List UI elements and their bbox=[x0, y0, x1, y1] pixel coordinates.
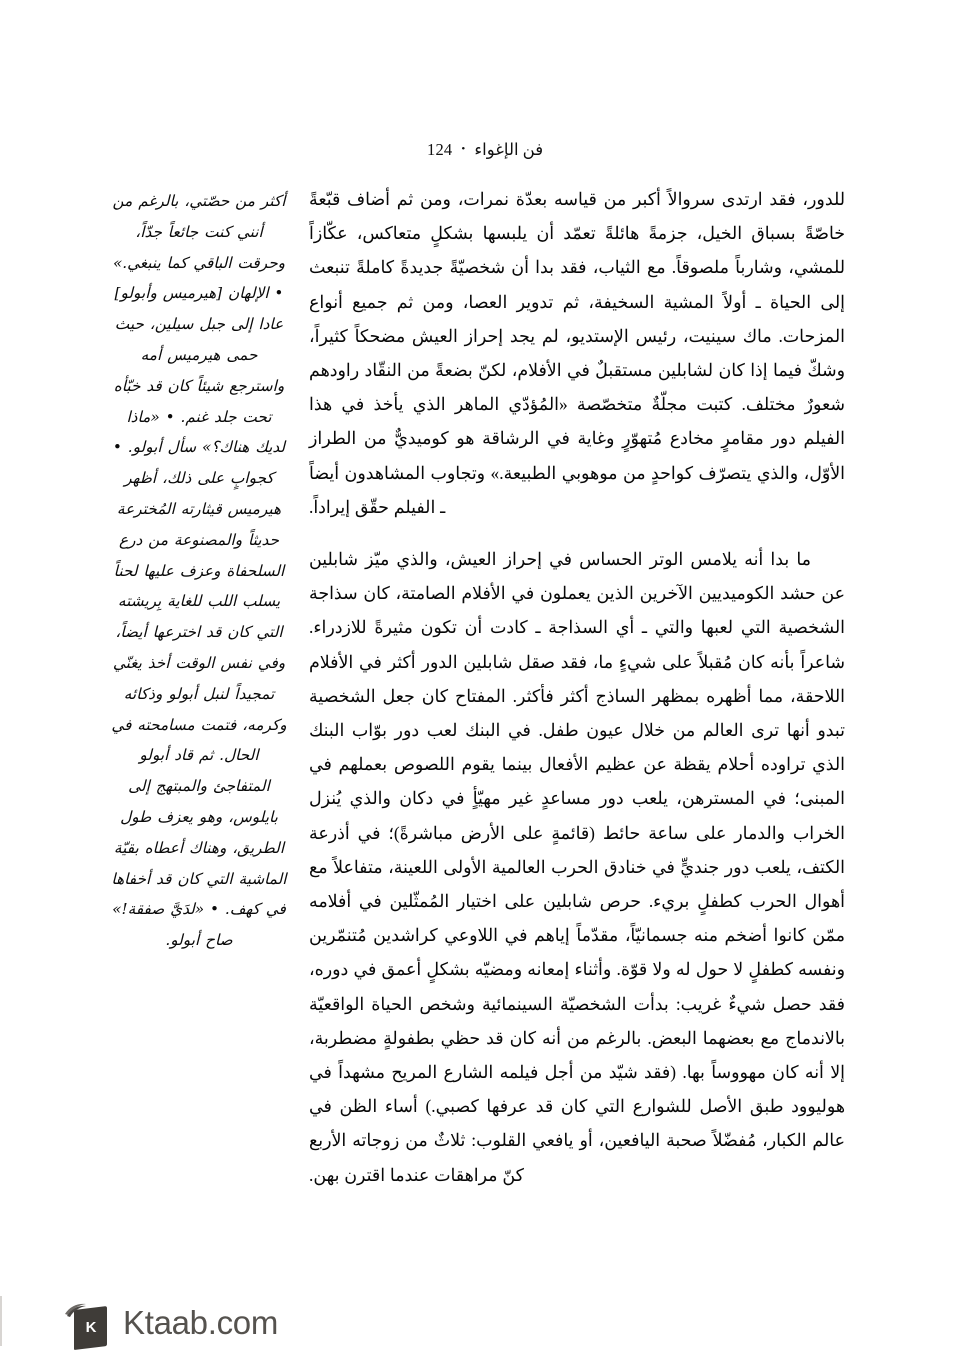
page-spine-edge bbox=[0, 1296, 2, 1346]
main-text-column bbox=[309, 182, 845, 1192]
header-separator-dot: • bbox=[461, 143, 466, 155]
book-logo-icon bbox=[64, 1296, 110, 1348]
margin-note-column bbox=[111, 186, 287, 956]
book-title: فن الإغواء bbox=[474, 140, 544, 159]
body-paragraph-1: للدور، فقد ارتدى سروالاً أكبر من قياسه بعدّة نمرات، ومن ثم أضاف قبّعةً خاصّةً بسباق الخيل، جزمةً هائلةً تعمّد أن يلبسها بشكلٍ متعاكس، عكّازاً للمشي، وشارباً ملصوقاً. مع الثياب، فقد بدا أن شخصيّةً جديدةً كاملةً تنبعث إلى الحياة ـ أولاً المشية السخيفة، ثم تدوير العصا، ومن ثم جميع أنواع المزحات. ماك سينيت، رئيس الإستديو، لم يجد إحراز العيش مضحكاً كثيراً، وشكّ فيما إذا كان لشابلين مستقبلٌ في الأفلام، لكنّ بضعةً من النقّاد راودهم شعورٌ مختلف. كتبت مجلّةٌ متخصّصة «المُؤدّي الماهر الذي يأخذ في هذا الفيلم دور مقامرٍ مخادع مُتهوّرٍ وغاية في الرشاقة هو كوميديٌّ من الطراز الأوّل، والذي يتصرّف كواحدٍ من موهوبي الطبيعة.» وتجاوب المشاهدون أيضاً ـ الفيلم حقّق إيراداً. bbox=[309, 189, 845, 517]
page-number: 124 bbox=[427, 140, 453, 159]
body-paragraph-2: ما بدا أنه يلامس الوتر الحساس في إحراز العيش، والذي ميّز شابلين عن حشد الكوميديين الآخرين الذين يعملون في الأفلام الصامتة، كان سذاجة الشخصية التي لعبها والتي ـ أي السذاجة ـ كادت أن تكون مثيرةً للازدراء. شاعراً بأنه كان مُقبلاً على شيءٍ ما، فقد صقل شابلين الدور أكثر في الأفلام اللاحقة، مما أظهره بمظهر الساذج أكثر فأكثر. المفتاح كان جعل الشخصية تبدو أنها ترى العالم من خلال عيون طفل. في البنك لعب دور بوّاب البنك الذي تراوده أحلام يقظة عن عظيم الأفعال بينما يقوم اللصوص بعملهم في المبنى؛ في المسترهن، يلعب دور مساعدٍ غير مهيّأٍ في دكان والذي يُنزل الخراب والدمار على ساعة حائط (قائمةٍ على الأرض مباشرةً)؛ في أذرعة الكتف، يلعب دور جنديٍّ في خنادق الحرب العالمية الأولى اللعينة، متفاعلاً مع أهوال الحرب كطفلٍ بريء. حرص شابلين على اختيار المُمثّلين في أفلامه ممّن كانوا أضخم منه جسمانيّاً، مقدّماً إياهم في اللاوعي كراشدين مُتنمّرين ونفسه كطفلٍ لا حول له ولا قوّة. وأثناء إمعانه ومضيّه بشكلٍ أعمق في دوره، فقد حصل شيءٌ غريب: بدأت الشخصيّة السينمائية وشخص الحياة الواقعيّة بالاندماج مع بعضهما البعض. بالرغم من أنه كان قد حظي بطفولةٍ مضطربة، إلا أنه كان مهووساً بها. (فقد شيّد من أجل فيلمه الشارع المريح مشهداً في هوليوود طبق الأصل للشوارع التي كان قد عرفها كصبي.) أساء الظن في عالم الكبار، مُفضّلاً صحبة اليافعين، أو يافعي القلوب: ثلاثٌ من زوجاته الأربع كنّ مراهقات عندما اقترن بهن. bbox=[309, 549, 845, 1185]
watermark-brand: Ktaab.com bbox=[123, 1303, 279, 1341]
running-header bbox=[427, 140, 847, 160]
logo-letter: K bbox=[85, 1319, 97, 1336]
watermark bbox=[64, 1296, 278, 1348]
margin-note-text: أكثر من حصّتي، بالرغم من أنني كنت جائعاً جدّاً، وحرقت الباقي كما ينبغي.» • الإلهان [هيرميس وأبولو] عادا إلى جبل سيلين، حيث حمى هيرميس أمه واسترجع شيئاً كان قد خبّأه تحت جلد غنم. • «ماذا لديك هناك؟» سأل أبولو. • كجوابٍ على ذلك، أظهر هيرميس قيثارته المُخترعة حديثاً والمصنوعة من درع السلحفاة وعزف عليها لحناً يسلب اللب للغاية بِريشته التي كان قد اخترعها أيضاً، وفي نفس الوقت أخذ يغنّي تمجيداً لنبل أبولو وذكائه وكرمه، فتمت مسامحته في الحال. ثم قاد أبولو المتفاجئ والمبتهج إلى بايلوس، وهو يعزف طول الطريق، وهناك أعطاه بقيّة الماشية التي كان قد أخفاها في كهف. • «لدَيَّ صفقة!» صاح أبولو. bbox=[111, 192, 287, 950]
